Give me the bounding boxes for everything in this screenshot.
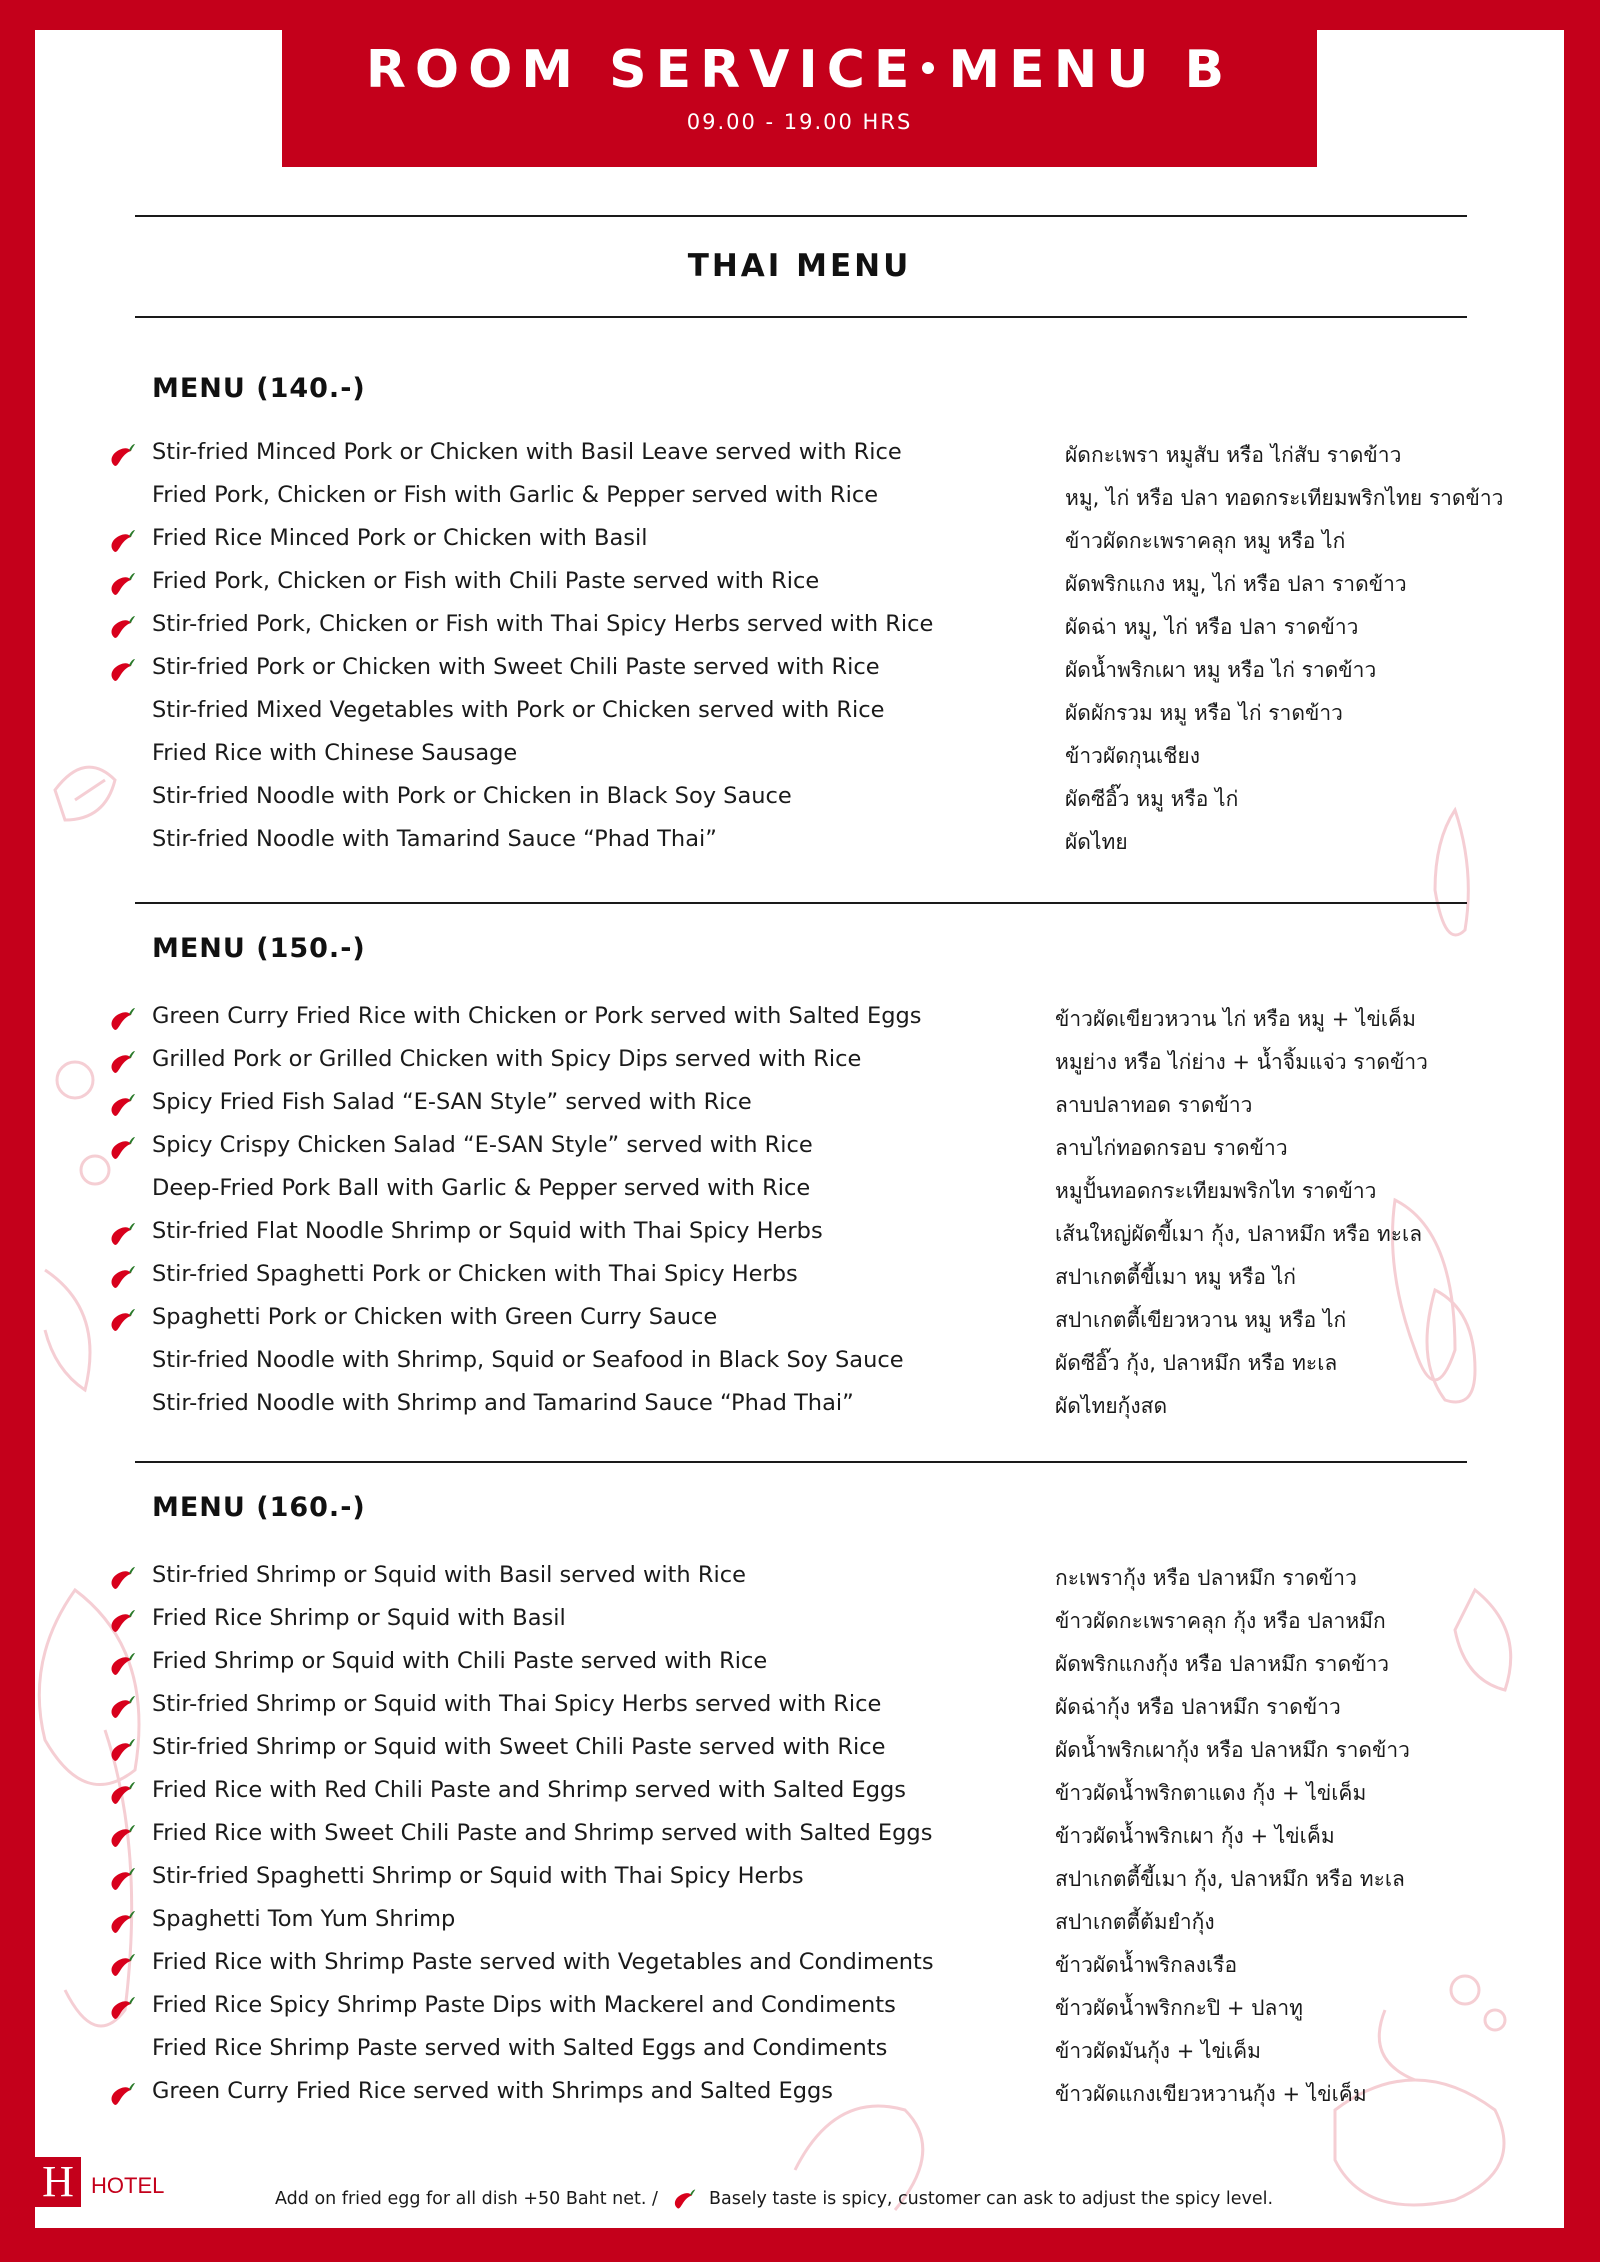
menu-item: [35, 1171, 1564, 1214]
menu-item: [35, 478, 1564, 521]
dish-name-english: Spaghetti Tom Yum Shrimp: [152, 1906, 456, 1932]
spicy-level-note: Basely taste is spicy, customer can ask to adjust the spicy level.: [709, 2189, 1274, 2209]
dish-name-english: Stir-fried Spaghetti Pork or Chicken with Thai Spicy Herbs: [152, 1261, 798, 1287]
menu-item: [35, 2074, 1564, 2117]
menu-item: [35, 1085, 1564, 1128]
dish-name-english: Stir-fried Noodle with Shrimp, Squid or Seafood in Black Soy Sauce: [152, 1347, 904, 1373]
menu-item: [35, 1945, 1564, 1988]
footer-note: [275, 2186, 1273, 2212]
dish-name-thai: หมู, ไก่ หรือ ปลา ทอดกระเทียมพริกไทย ราดข้าว: [1065, 486, 1504, 510]
chili-pepper-icon: [107, 526, 137, 556]
dish-name-english: Fried Shrimp or Squid with Chili Paste served with Rice: [152, 1648, 768, 1674]
dish-name-english: Fried Pork, Chicken or Fish with Garlic & Pepper served with Rice: [152, 482, 879, 508]
menu-item: [35, 1214, 1564, 1257]
menu-item: [35, 1902, 1564, 1945]
dish-name-thai: ผัดซีอิ๊ว หมู หรือ ไก่: [1065, 787, 1239, 811]
chili-pepper-icon: [107, 1047, 137, 1077]
dish-name-english: Fried Rice Shrimp Paste served with Salted Eggs and Condiments: [152, 2035, 888, 2061]
menu-heading: MENU (140.-): [152, 373, 366, 404]
dish-name-thai: ข้าวผัดน้ำพริกกะปิ + ปลาทู: [1055, 1996, 1303, 2020]
dish-name-thai: ข้าวผัดกะเพราคลุก หมู หรือ ไก่: [1065, 529, 1346, 553]
dish-name-thai: ข้าวผัดน้ำพริกลงเรือ: [1055, 1953, 1238, 1977]
dish-name-thai: ผัดฉ่ากุ้ง หรือ ปลาหมึก ราดข้าว: [1055, 1695, 1341, 1719]
title-main: ROOM SERVICE: [365, 40, 919, 100]
menu-item: [35, 822, 1564, 865]
chili-pepper-icon: [107, 1993, 137, 2023]
chili-pepper-icon: [107, 1219, 137, 1249]
chili-pepper-icon: [107, 1778, 137, 1808]
dish-name-english: Green Curry Fried Rice with Chicken or Pork served with Salted Eggs: [152, 1003, 922, 1029]
dish-name-english: Fried Rice Spicy Shrimp Paste Dips with Mackerel and Condiments: [152, 1992, 896, 2018]
menu-item: [35, 736, 1564, 779]
dish-name-thai: สปาเกตตี้ขี้เมา หมู หรือ ไก่: [1055, 1265, 1296, 1289]
menu-heading: MENU (150.-): [152, 933, 366, 964]
dish-name-thai: ข้าวผัดน้ำพริกตาแดง กุ้ง + ไข่เค็ม: [1055, 1781, 1367, 1805]
dish-name-english: Fried Rice with Chinese Sausage: [152, 740, 518, 766]
dish-name-thai: ผัดไทยกุ้งสด: [1055, 1394, 1168, 1418]
dish-name-english: Fried Rice with Shrimp Paste served with Vegetables and Condiments: [152, 1949, 934, 1975]
dish-name-english: Stir-fried Shrimp or Squid with Sweet Chili Paste served with Rice: [152, 1734, 886, 1760]
dish-name-thai: ผัดน้ำพริกเผากุ้ง หรือ ปลาหมึก ราดข้าว: [1055, 1738, 1410, 1762]
menu-item: [35, 1687, 1564, 1730]
chili-pepper-icon: [671, 2186, 697, 2212]
divider: [135, 215, 1467, 217]
chili-pepper-icon: [107, 612, 137, 642]
chili-pepper-icon: [107, 1907, 137, 1937]
menu-item: [35, 779, 1564, 822]
chili-pepper-icon: [107, 1735, 137, 1765]
dish-name-english: Green Curry Fried Rice served with Shrimps and Salted Eggs: [152, 2078, 833, 2104]
dish-name-thai: สปาเกตตี้เขียวหวาน หมู หรือ ไก่: [1055, 1308, 1347, 1332]
title-suffix: MENU B: [948, 40, 1234, 100]
dish-name-thai: ผัดพริกแกง หมู, ไก่ หรือ ปลา ราดข้าว: [1065, 572, 1407, 596]
dish-name-thai: ข้าวผัดน้ำพริกเผา กุ้ง + ไข่เค็ม: [1055, 1824, 1335, 1848]
hotel-logo: [35, 2157, 175, 2207]
egg-addon-note: Add on fried egg for all dish +50 Baht net. /: [275, 2189, 658, 2209]
logo-mark: H: [35, 2157, 81, 2207]
dish-name-english: Deep-Fried Pork Ball with Garlic & Pepper served with Rice: [152, 1175, 811, 1201]
menu-item: [35, 1859, 1564, 1902]
chili-pepper-icon: [107, 1133, 137, 1163]
logo-text: HOTEL: [91, 2173, 165, 2198]
dish-name-thai: ผัดพริกแกงกุ้ง หรือ ปลาหมึก ราดข้าว: [1055, 1652, 1390, 1676]
dish-name-thai: ผัดน้ำพริกเผา หมู หรือ ไก่ ราดข้าว: [1065, 658, 1377, 682]
dish-name-english: Stir-fried Flat Noodle Shrimp or Squid with Thai Spicy Herbs: [152, 1218, 823, 1244]
divider: [135, 902, 1467, 904]
dish-name-thai: กะเพรากุ้ง หรือ ปลาหมึก ราดข้าว: [1055, 1566, 1357, 1590]
dish-name-english: Stir-fried Pork, Chicken or Fish with Thai Spicy Herbs served with Rice: [152, 611, 934, 637]
section-title: THAI MENU: [687, 248, 912, 284]
chili-pepper-icon: [107, 1692, 137, 1722]
dish-name-thai: สปาเกตตี้ขี้เมา กุ้ง, ปลาหมึก หรือ ทะเล: [1055, 1867, 1405, 1891]
menu-item: [35, 1128, 1564, 1171]
divider: [135, 1461, 1467, 1463]
menu-item: [35, 1988, 1564, 2031]
menu-item: [35, 1773, 1564, 1816]
dish-name-english: Stir-fried Shrimp or Squid with Thai Spicy Herbs served with Rice: [152, 1691, 882, 1717]
dish-name-thai: สปาเกตตี้ต้มยำกุ้ง: [1055, 1910, 1215, 1934]
header-banner: [282, 30, 1317, 167]
dish-name-thai: ลาบปลาทอด ราดข้าว: [1055, 1093, 1253, 1117]
menu-page: [35, 30, 1564, 2228]
chili-pepper-icon: [107, 1262, 137, 1292]
dish-name-thai: ผัดไทย: [1065, 830, 1128, 854]
chili-pepper-icon: [107, 1821, 137, 1851]
menu-item: [35, 1601, 1564, 1644]
dish-name-thai: ผัดซีอิ๊ว กุ้ง, ปลาหมึก หรือ ทะเล: [1055, 1351, 1338, 1375]
dish-name-english: Fried Rice Shrimp or Squid with Basil: [152, 1605, 566, 1631]
dish-name-thai: ผัดผักรวม หมู หรือ ไก่ ราดข้าว: [1065, 701, 1343, 725]
chili-pepper-icon: [107, 1090, 137, 1120]
divider: [135, 316, 1467, 318]
chili-pepper-icon: [107, 655, 137, 685]
menu-item: [35, 999, 1564, 1042]
dish-name-thai: ผัดกะเพรา หมูสับ หรือ ไก่สับ ราดข้าว: [1065, 443, 1402, 467]
chili-pepper-icon: [107, 1649, 137, 1679]
dish-name-english: Stir-fried Noodle with Pork or Chicken in Black Soy Sauce: [152, 783, 792, 809]
chili-pepper-icon: [107, 1004, 137, 1034]
dish-name-thai: เส้นใหญ่ผัดขี้เมา กุ้ง, ปลาหมึก หรือ ทะเล: [1055, 1222, 1423, 1246]
dish-name-english: Fried Rice with Sweet Chili Paste and Shrimp served with Salted Eggs: [152, 1820, 933, 1846]
menu-item: [35, 650, 1564, 693]
menu-item: [35, 1257, 1564, 1300]
menu-item: [35, 521, 1564, 564]
dish-name-english: Fried Rice with Red Chili Paste and Shrimp served with Salted Eggs: [152, 1777, 906, 1803]
menu-item: [35, 1730, 1564, 1773]
menu-item: [35, 1558, 1564, 1601]
dish-name-english: Spicy Fried Fish Salad “E-SAN Style” served with Rice: [152, 1089, 752, 1115]
dish-name-english: Stir-fried Pork or Chicken with Sweet Chili Paste served with Rice: [152, 654, 880, 680]
menu-item: [35, 1386, 1564, 1429]
dish-name-thai: หมูปั้นทอดกระเทียมพริกไท ราดข้าว: [1055, 1179, 1377, 1203]
dish-name-thai: ข้าวผัดกุนเชียง: [1065, 744, 1200, 768]
chili-pepper-icon: [107, 440, 137, 470]
chili-pepper-icon: [107, 1864, 137, 1894]
menu-item: [35, 607, 1564, 650]
dish-name-thai: ข้าวผัดเขียวหวาน ไก่ หรือ หมู + ไข่เค็ม: [1055, 1007, 1416, 1031]
dish-name-english: Spaghetti Pork or Chicken with Green Curry Sauce: [152, 1304, 718, 1330]
dish-name-english: Stir-fried Mixed Vegetables with Pork or Chicken served with Rice: [152, 697, 885, 723]
menu-item: [35, 435, 1564, 478]
menu-item: [35, 1300, 1564, 1343]
chili-pepper-icon: [107, 1563, 137, 1593]
dish-name-english: Grilled Pork or Grilled Chicken with Spicy Dips served with Rice: [152, 1046, 862, 1072]
menu-heading: MENU (160.-): [152, 1492, 366, 1523]
dish-name-english: Stir-fried Minced Pork or Chicken with Basil Leave served with Rice: [152, 439, 902, 465]
dish-name-english: Fried Pork, Chicken or Fish with Chili Paste served with Rice: [152, 568, 820, 594]
dish-name-english: Stir-fried Shrimp or Squid with Basil served with Rice: [152, 1562, 746, 1588]
dish-name-english: Stir-fried Spaghetti Shrimp or Squid with Thai Spicy Herbs: [152, 1863, 804, 1889]
menu-item: [35, 2031, 1564, 2074]
menu-item: [35, 1816, 1564, 1859]
chili-pepper-icon: [107, 1305, 137, 1335]
menu-item: [35, 1042, 1564, 1085]
menu-item: [35, 693, 1564, 736]
dish-name-english: Stir-fried Noodle with Shrimp and Tamarind Sauce “Phad Thai”: [152, 1390, 854, 1416]
dish-name-thai: หมูย่าง หรือ ไก่ย่าง + น้ำจิ้มแจ่ว ราดข้าว: [1055, 1050, 1428, 1074]
chili-pepper-icon: [107, 569, 137, 599]
chili-pepper-icon: [107, 2079, 137, 2109]
dish-name-english: Fried Rice Minced Pork or Chicken with Basil: [152, 525, 648, 551]
menu-item: [35, 1343, 1564, 1386]
dish-name-thai: ข้าวผัดกะเพราคลุก กุ้ง หรือ ปลาหมึก: [1055, 1609, 1386, 1633]
title-separator-dot: [922, 62, 934, 74]
dish-name-english: Stir-fried Noodle with Tamarind Sauce “Phad Thai”: [152, 826, 717, 852]
page-title: [282, 40, 1317, 100]
dish-name-thai: ผัดฉ่า หมู, ไก่ หรือ ปลา ราดข้าว: [1065, 615, 1359, 639]
service-hours: 09.00 - 19.00 HRS: [686, 110, 913, 134]
dish-name-thai: ลาบไก่ทอดกรอบ ราดข้าว: [1055, 1136, 1288, 1160]
dish-name-thai: ข้าวผัดแกงเขียวหวานกุ้ง + ไข่เค็ม: [1055, 2082, 1367, 2106]
dish-name-english: Spicy Crispy Chicken Salad “E-SAN Style” served with Rice: [152, 1132, 813, 1158]
menu-item: [35, 1644, 1564, 1687]
chili-pepper-icon: [107, 1606, 137, 1636]
chili-pepper-icon: [107, 1950, 137, 1980]
menu-item: [35, 564, 1564, 607]
dish-name-thai: ข้าวผัดมันกุ้ง + ไข่เค็ม: [1055, 2039, 1261, 2063]
